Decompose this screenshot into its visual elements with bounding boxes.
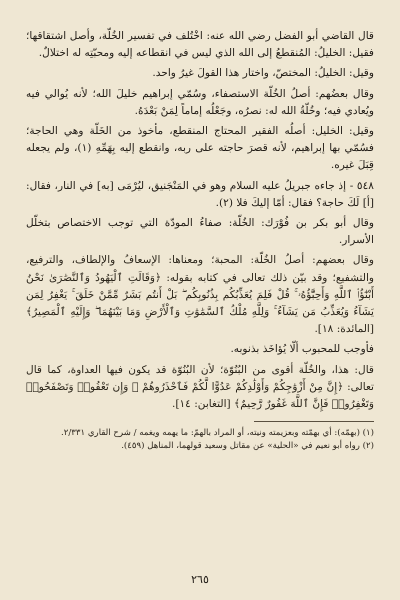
paragraph: وقيل: الخليل: أصلُه الفقير المحتاج المنقطع، مأخوذ من الخَلّة وهي الحاجة؛ فسُمّي بها إبراهيم، لأنه قصرَ حاجته على ربه، وانقطع إليه بِهَمِّهِ (١)، ولم يجعله قِبَلَ غيره. — [26, 125, 375, 172]
paragraph: وقال بعضُهم: أصلُ الخُلّة الاستصفاء، وسُمّي إبراهيم خليلَ الله؛ لأنه يُوالي فيه ويُعادي فيه؛ وخُلّةُ الله له: نصرُه، وجَعْلُه إماماً لِمَنْ بَعْدَهُ. — [26, 87, 374, 117]
footnotes — [26, 427, 374, 453]
footnote: (٢) رواه أبو نعيم في «الحلية» عن مقاتل وسعيد قولهما، المناهل (٤٥٩). — [121, 441, 374, 452]
quran-verse-paragraph: وقال بعضهم: أصلُ الخُلّة: المحبة؛ ومعناها: الإسعافُ والإلطاف، والترفيع، والتشفيع؛ وقد بيّن ذلك تعالى في كتابه بقوله: ﴿وَقَالَتِ ٱلْيَهُودُ وَٱلنَّصَٰرَىٰ نَحْنُ أَبْنَٰٓؤُا۟ ٱللَّهِ وَأَحِبَّٰٓؤُهُۥ ۚ قُلْ فَلِمَ يُعَذِّبُكُم بِذُنُوبِكُم ۖ بَلْ أَنتُم بَشَرٌ مِّمَّنْ خَلَقَ ۚ يَغْفِرُ لِمَن يَشَآءُ وَيُعَذِّبُ مَن يَشَآءُ ۚ وَلِلَّهِ مُلْكُ ٱلسَّمَٰوَٰتِ وَٱلْأَرْضِ وَمَا بَيْنَهُمَا ۖ وَإِلَيْهِ ٱلْمَصِيرُ﴾ [المائدة: ١٨]. — [26, 254, 374, 336]
footnote-divider — [254, 421, 374, 422]
paragraph: وقيل: الخليلُ: المختصّ، واختار هذا القولَ غيرُ واحد. — [152, 67, 374, 80]
paragraph: قال القاضي أبو الفضل رضي الله عنه: اخْتُلف في تفسير الخُلّة، وأصل اشتقاقها؛ فقيل: الخليلُ: المُنقطعُ إلى الله الذي ليس في انقطاعه إليه ومحبّتِه له اختلالٌ. — [26, 30, 374, 60]
footnote: (١) (بهمّه): أي بهمّته وبعزيمته ونيته، أو المراد بالهمّ: ما يهمه ويغمه / شرح القاري ٢/٣٣١. — [61, 428, 374, 439]
paragraph: وقال أبو بكر بن فُوْرَك: الخُلّة: صفاءُ المودّة التي توجب الاختصاص بتخلّل الأسرار. — [26, 217, 374, 247]
main-text — [26, 28, 374, 413]
paragraph: فأوجب للمحبوب ألّا يُؤاخَذ بذنوبه. — [230, 343, 374, 356]
quran-verse-paragraph: قال: هذا، والخُلّة أقوى من البُنُوّة؛ لأن البُنُوّة قد يكون فيها العداوة، كما قال تعالى: ﴿إِنَّ مِنْ أَزْوَٰجِكُمْ وَأَوْلَٰدِكُمْ عَدُوًّا لَّكُمْ فَٱحْذَرُوهُمْ ۚ وَإِن تَعْفُوا۟ وَتَصْفَحُوا۟ وَتَغْفِرُوا۟ فَإِنَّ ٱللَّهَ غَفُورٌ رَّحِيمٌ﴾ [التغابن: ١٤]. — [26, 363, 374, 411]
page-number: ٢٦٥ — [191, 573, 209, 586]
hadith-paragraph: ٥٤٨ - إذ جاءه جبريلُ عليه السلام وهو في المَنْجَنيق، ليُرْمَى [به] في النار، فقال: [أ] لَكَ حاجة؟ فقال: أمّا إليكَ فلا (٢). — [26, 179, 374, 209]
